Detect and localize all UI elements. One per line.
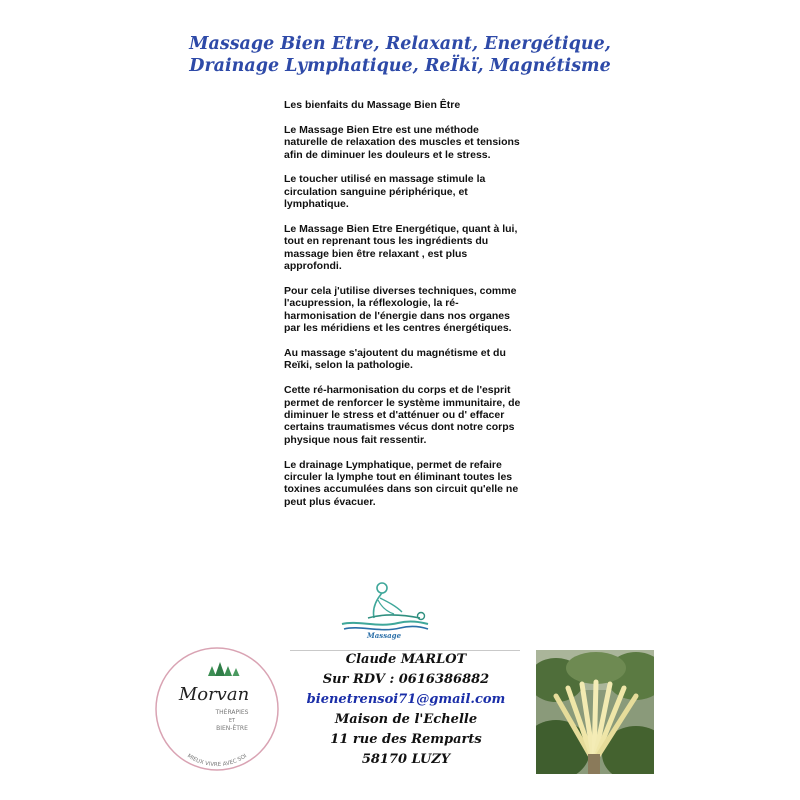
contact-block: [290, 650, 522, 770]
tree-icon: [224, 666, 232, 676]
page-heading: [0, 33, 800, 77]
heading-line-2: Drainage Lymphatique, ReÏkï, Magnétisme: [189, 56, 611, 76]
contact-email[interactable]: bienetrensoi71@gmail.com: [306, 692, 506, 707]
contact-name: Claude MARLOT: [345, 652, 467, 667]
morvan-tagline: MIEUX VIVRE AVEC SOI: [186, 753, 249, 769]
contact-phone: Sur RDV : 0616386882: [322, 672, 490, 687]
article-body: [284, 99, 522, 521]
morvan-logo: [152, 644, 282, 774]
contact-city: 58170 LUZY: [361, 752, 451, 767]
contact-street: 11 rue des Remparts: [330, 732, 482, 747]
massage-logo: [338, 578, 430, 642]
morvan-subtitle-2: ET: [228, 718, 236, 724]
paragraph: Le Massage Bien Etre est une méthode naturelle de relaxation des muscles et tensions afin de diminuer les douleurs et le stress.: [284, 123, 520, 161]
travellers-palm-photo: [536, 650, 654, 774]
paragraph: Au massage s'ajoutent du magnétisme et du Reïki, selon la pathologie.: [284, 347, 506, 372]
morvan-name: Morvan: [178, 684, 250, 705]
article-title: Les bienfaits du Massage Bien Être: [284, 99, 461, 111]
paragraph: Le drainage Lymphatique, permet de refaire circuler la lymphe tout en éliminant toutes les toxines accumulées dans son circuit qu'elle ne peut plus évacuer.: [284, 458, 519, 508]
tree-icon: [233, 668, 240, 676]
tree-icon: [208, 666, 216, 676]
massage-logo-label: Massage: [366, 631, 402, 640]
morvan-subtitle-3: BIEN-ÊTRE: [216, 725, 248, 732]
paragraph: Le toucher utilisé en massage stimule la circulation sanguine périphérique, et lymphatique.: [284, 173, 486, 211]
paragraph: Cette ré-harmonisation du corps et de l'esprit permet de renforcer le système immunitaire, de diminuer le stress et d'atténuer ou d' effacer certains traumatismes vécus dont notre corps physique nous fait ressentir.: [284, 384, 521, 446]
tree-icon: [215, 662, 225, 676]
paragraph: Le Massage Bien Etre Energétique, quant à lui, tout en reprenant tous les ingrédients du massage bien être relaxant , est plus approfondi.: [284, 223, 518, 273]
heading-line-1: Massage Bien Etre, Relaxant, Energétique,: [189, 34, 611, 54]
contact-place: Maison de l'Echelle: [334, 712, 478, 727]
morvan-subtitle-1: THÉRAPIES: [215, 709, 249, 716]
paragraph: Pour cela j'utilise diverses techniques, comme l'acupression, la réflexologie, la ré-harmonisation de l'énergie dans nos organes par les méridiens et les centres énergétiques.: [284, 285, 517, 335]
